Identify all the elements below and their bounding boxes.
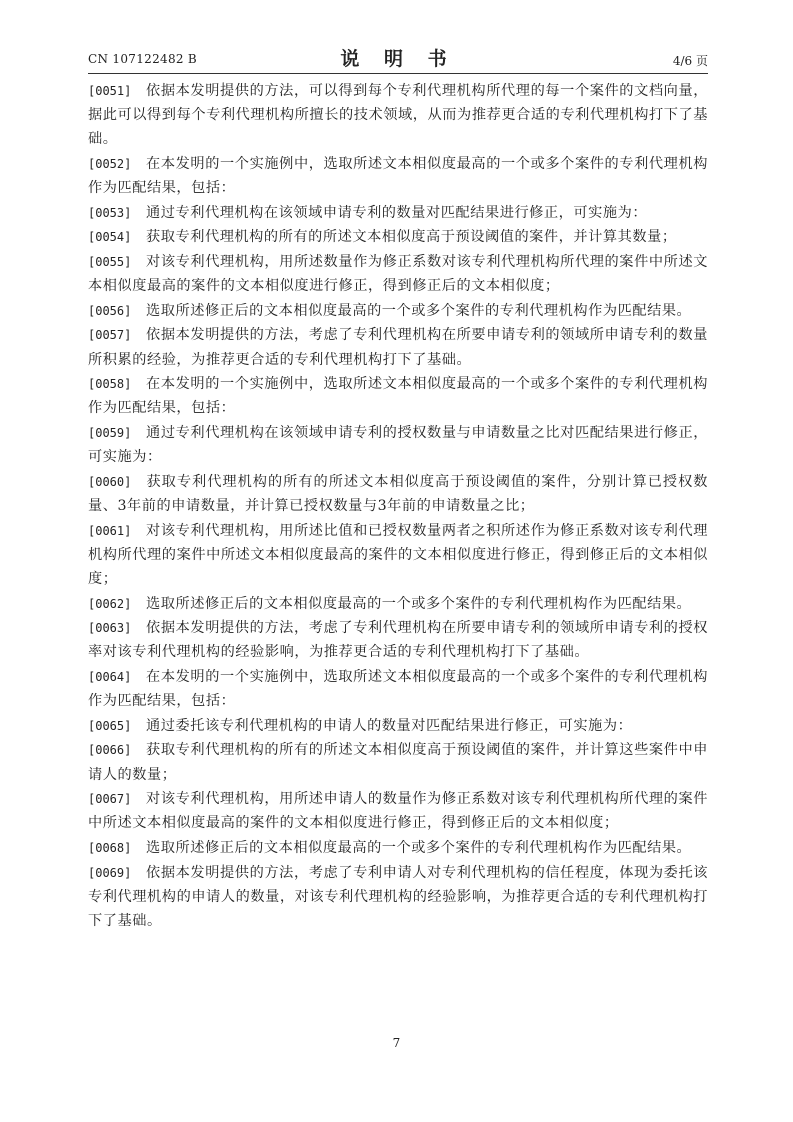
- paragraph: [88, 836, 708, 860]
- document-body: [88, 79, 708, 934]
- paragraph-number: [0052]: [88, 157, 132, 171]
- paragraph-text: 获取专利代理机构的所有的所述文本相似度高于预设阈值的案件，并计算这些案件中申请人的数量；: [88, 742, 708, 783]
- paragraph: [88, 201, 708, 225]
- paragraph: [88, 861, 708, 934]
- paragraph-text: 对该专利代理机构，用所述数量作为修正系数对该专利代理机构所代理的案件中所述文本相似度最高的案件的文本相似度进行修正，得到修正后的文本相似度；: [88, 253, 708, 295]
- paragraph-number: [0061]: [88, 523, 132, 538]
- paragraph-text: 通过专利代理机构在该领域申请专利的授权数量与申请数量之比对匹配结果进行修正，可实施为：: [88, 424, 708, 466]
- paragraph-text: 选取所述修正后的文本相似度最高的一个或多个案件的专利代理机构作为匹配结果。: [146, 302, 692, 319]
- paragraph: [88, 738, 708, 786]
- paragraph-number: [0068]: [88, 840, 132, 855]
- paragraph-text: 通过委托该专利代理机构的申请人的数量对匹配结果进行修正，可实施为：: [146, 717, 633, 734]
- document-title: 说 明 书: [340, 48, 456, 70]
- paragraph-text: 在本发明的一个实施例中，选取所述文本相似度最高的一个或多个案件的专利代理机构作为匹配结果，包括：: [88, 156, 708, 197]
- document-number: CN 107122482 B: [88, 52, 198, 66]
- paragraph: [88, 152, 708, 200]
- paragraph-text: 依据本发明提供的方法，可以得到每个专利代理机构所代理的每一个案件的文档向量，据此可以得到每个专利代理机构所擅长的技术领域，从而为推荐更合适的专利代理机构打下了基础。: [88, 83, 708, 148]
- page-header: [88, 44, 708, 72]
- paragraph-text: 在本发明的一个实施例中，选取所述文本相似度最高的一个或多个案件的专利代理机构作为匹配结果，包括：: [88, 376, 708, 417]
- paragraph-text: 通过专利代理机构在该领域申请专利的数量对匹配结果进行修正，可实施为：: [146, 204, 648, 221]
- paragraph-text: 依据本发明提供的方法，考虑了专利代理机构在所要申请专利的领域所申请专利的数量所积累的经验，为推荐更合适的专利代理机构打下了基础。: [88, 327, 708, 368]
- paragraph-text: 选取所述修正后的文本相似度最高的一个或多个案件的专利代理机构作为匹配结果。: [146, 595, 692, 612]
- paragraph: [88, 592, 708, 616]
- paragraph-number: [0062]: [88, 596, 132, 611]
- paragraph: [88, 787, 708, 835]
- paragraph-text: 对该专利代理机构，用所述比值和已授权数量两者之积所述作为修正系数对该专利代理机构所代理的案件中所述文本相似度最高的案件的文本相似度进行修正，得到修正后的文本相似度；: [88, 522, 708, 587]
- paragraph: [88, 519, 708, 592]
- paragraph-number: [0057]: [88, 328, 132, 343]
- paragraph: [88, 372, 708, 420]
- paragraph-number: [0051]: [88, 84, 132, 98]
- paragraph-number: [0058]: [88, 377, 132, 392]
- paragraph: [88, 470, 708, 518]
- paragraph-number: [0054]: [88, 230, 132, 245]
- paragraph: [88, 665, 708, 713]
- paragraph-number: [0055]: [88, 254, 132, 269]
- paragraph-number: [0064]: [88, 669, 132, 684]
- paragraph: [88, 225, 708, 249]
- paragraph: [88, 421, 708, 469]
- paragraph: [88, 79, 708, 152]
- paragraph: [88, 714, 708, 738]
- paragraph-text: 选取所述修正后的文本相似度最高的一个或多个案件的专利代理机构作为匹配结果。: [146, 839, 692, 856]
- paragraph-number: [0060]: [88, 474, 132, 489]
- paragraph-number: [0066]: [88, 743, 132, 758]
- paragraph: [88, 323, 708, 371]
- paragraph: [88, 299, 708, 323]
- paragraph-text: 获取专利代理机构的所有的所述文本相似度高于预设阈值的案件，分别计算已授权数量、3年前的申请数量，并计算已授权数量与3年前的申请数量之比；: [88, 473, 708, 514]
- paragraph-number: [0067]: [88, 792, 132, 807]
- paragraph-text: 对该专利代理机构，用所述申请人的数量作为修正系数对该专利代理机构所代理的案件中所述文本相似度最高的案件的文本相似度进行修正，得到修正后的文本相似度；: [88, 791, 708, 832]
- paragraph-number: [0053]: [88, 205, 132, 220]
- paragraph-number: [0059]: [88, 425, 132, 440]
- header-divider: [88, 73, 708, 74]
- page-indicator: 4/6 页: [672, 54, 708, 68]
- paragraph-number: [0063]: [88, 621, 132, 636]
- paragraph-text: 获取专利代理机构的所有的所述文本相似度高于预设阈值的案件，并计算其数量；: [146, 229, 677, 246]
- paragraph-text: 依据本发明提供的方法，考虑了专利代理机构在所要申请专利的领域所申请专利的授权率对该专利代理机构的经验影响，为推荐更合适的专利代理机构打下了基础。: [88, 620, 708, 661]
- paragraph-number: [0056]: [88, 303, 132, 318]
- paragraph-text: 依据本发明提供的方法，考虑了专利申请人对专利代理机构的信任程度，体现为委托该专利代理机构的申请人的数量，对该专利代理机构的经验影响，为推荐更合适的专利代理机构打下了基础。: [88, 864, 708, 929]
- paragraph-text: 在本发明的一个实施例中，选取所述文本相似度最高的一个或多个案件的专利代理机构作为匹配结果，包括：: [88, 668, 708, 710]
- paragraph-number: [0065]: [88, 718, 132, 733]
- paragraph-number: [0069]: [88, 865, 132, 880]
- page-number: 7: [392, 1036, 401, 1050]
- paragraph: [88, 616, 708, 664]
- paragraph: [88, 250, 708, 298]
